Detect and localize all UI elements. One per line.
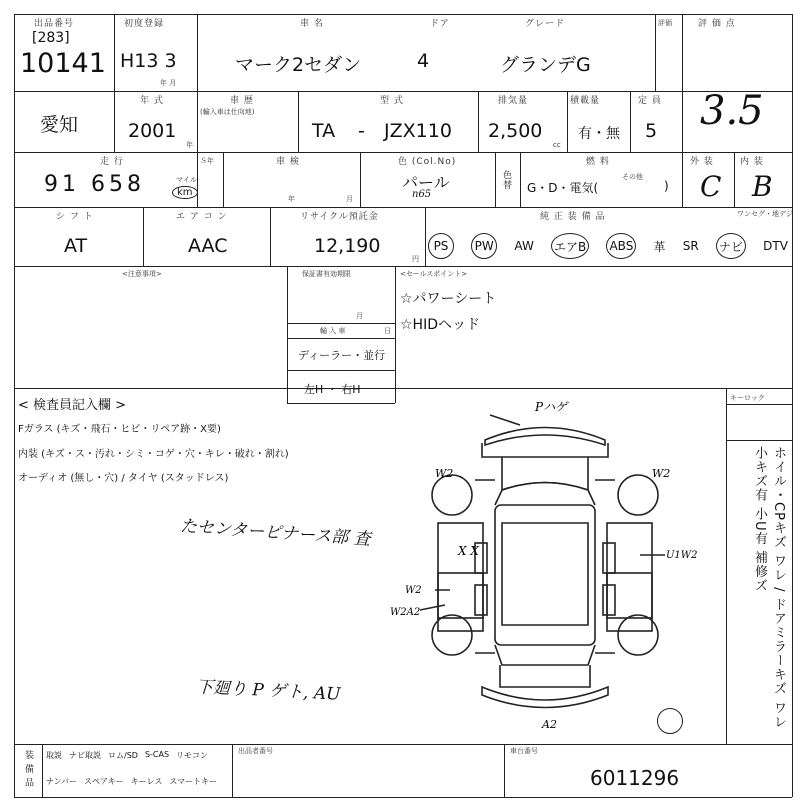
import-label: 輸 入 車 (320, 327, 346, 335)
location: 愛知 (40, 114, 79, 136)
rule (14, 388, 792, 389)
rule (42, 744, 43, 797)
rule (14, 207, 792, 208)
handwritten-note-2: 下廻り P ゲト, AU (195, 677, 341, 705)
rule (14, 152, 792, 153)
rule (223, 152, 224, 207)
recycle-label: リサイクル預託金 (300, 212, 379, 222)
rule (14, 744, 792, 745)
exterior-grade: C (700, 170, 722, 203)
interior-note: 内装 (キズ・ス・汚れ・シミ・コゲ・穴・キレ・破れ・割れ) (18, 449, 289, 460)
rule (143, 207, 144, 266)
inspection-month: 月 (346, 195, 353, 203)
equipment-item: エアB (551, 233, 589, 259)
footer-item: ロム/SD (108, 751, 138, 760)
rule (682, 91, 683, 152)
rule (792, 14, 793, 797)
mark-left-upper: W2 (435, 467, 454, 480)
shift-label: シ フ ト (56, 212, 94, 222)
rule (287, 266, 288, 403)
grade-label: グレード (525, 19, 566, 29)
rule (726, 404, 792, 405)
warranty-month: 月 (356, 312, 363, 320)
oneseg-label: ワンセグ・地デジ (737, 210, 793, 218)
footer-items-row-1 (46, 750, 208, 761)
left-rear-door (438, 573, 483, 631)
interior-label: 内 装 (740, 157, 764, 167)
cc-label: 排気量 (498, 96, 529, 106)
equipment-item: PS (428, 233, 454, 259)
rule (520, 152, 521, 207)
color-number: n65 (412, 189, 432, 200)
score-label: 評 価 点 (698, 19, 736, 29)
color: パール (402, 173, 450, 192)
right-front-door (607, 523, 652, 618)
shift: AT (64, 235, 88, 257)
year-label: 年 式 (140, 96, 164, 106)
mileage-label: 走 行 (100, 157, 124, 167)
left-rear-handle (475, 585, 487, 615)
footer-item: キーレス (130, 777, 163, 786)
eval-label: 評価 (658, 19, 672, 27)
rule (287, 338, 395, 339)
rule (682, 152, 683, 207)
caution-label: <注意事項> (122, 270, 162, 278)
air-conditioning: AAC (188, 235, 228, 257)
inspection-year: 年 (288, 195, 295, 203)
right-rear-door (607, 573, 652, 631)
rule (14, 266, 792, 267)
rule (270, 207, 271, 266)
roof-outline (502, 523, 588, 625)
fender-lines (475, 480, 615, 653)
rule (726, 440, 792, 441)
score-value: 3.5 (700, 88, 764, 134)
door-label: ドア (430, 19, 450, 29)
rear-window-outline (495, 645, 595, 665)
inspector-title: < 検査員記入欄 > (18, 398, 127, 413)
rule (232, 744, 233, 797)
import-type: ディーラー・並行 (298, 349, 386, 362)
rule (504, 744, 505, 797)
rule (734, 152, 735, 207)
front-bumper-outline (485, 428, 605, 446)
mark-top: Pハゲ (535, 400, 568, 414)
mark-bottom: A2 (542, 718, 557, 731)
mile-unit: マイル (176, 176, 197, 184)
warranty-day: 日 (384, 327, 391, 335)
footer-item: 取説 (46, 751, 62, 760)
chassis-number: 6011296 (590, 766, 680, 790)
payload: 有・無 (578, 126, 620, 142)
rule (478, 91, 479, 152)
equipment-item: 革 (653, 239, 666, 254)
year-unit: 年 (186, 141, 193, 149)
glass-note: Fガラス (キズ・飛石・ヒビ・リペア跡・X要) (18, 424, 221, 435)
footer-item: スペアキー (84, 777, 124, 786)
rule (287, 403, 395, 404)
car-damage-diagram (390, 395, 700, 740)
interior-grade: B (752, 170, 773, 203)
color-change-label: 色替 (501, 170, 511, 190)
mark-right-door: U1W2 (666, 550, 698, 561)
rule (655, 14, 656, 91)
mileage: 91 658 (44, 172, 145, 197)
first-reg-unit: 年 月 (160, 79, 177, 87)
exterior-label: 外 装 (690, 157, 714, 167)
rule (425, 207, 426, 266)
footer-item: リモコン (176, 751, 209, 760)
car-name-label: 車 名 (300, 19, 324, 29)
payload-label: 積載量 (570, 96, 601, 106)
cabin-outline (495, 505, 595, 645)
rule (114, 14, 115, 91)
rule (14, 14, 792, 15)
equipment-item: ナビ (716, 233, 746, 259)
rule (114, 91, 115, 152)
equipment-item: PW (471, 233, 497, 259)
trunk-outline (500, 665, 590, 687)
footer-item: ナンバー (46, 777, 78, 786)
equipment-list (428, 232, 792, 260)
cc-unit: cc (553, 141, 561, 149)
footer-item: S-CAS (144, 750, 170, 759)
handwritten-note-1: たセンターピナース部 査 (179, 516, 372, 550)
rule (14, 14, 15, 797)
mark-left-lower-2: W2A2 (390, 607, 421, 618)
left-front-wheel (432, 475, 472, 515)
fuel-label: 燃 料 (586, 157, 610, 167)
audio-tire-note: オーディオ (無し・穴) / タイヤ (スタッドレス) (18, 473, 229, 484)
rule (395, 266, 396, 403)
sales-label: <セールスポイント> (400, 270, 468, 278)
rule (14, 797, 792, 798)
lot-box: [283] (32, 30, 70, 46)
lot-label: 出品番号 (34, 19, 75, 29)
right-front-wheel (618, 475, 658, 515)
rule (682, 14, 683, 91)
footer-items-row-2 (46, 776, 217, 787)
rule (567, 91, 568, 152)
door-count: 4 (417, 50, 430, 72)
equip-label: 純 正 装 備 品 (540, 212, 606, 222)
hood-edge (482, 443, 608, 457)
footer-item: スマートキー (169, 777, 218, 786)
model-code: JZX110 (384, 120, 452, 142)
right-rear-handle (603, 585, 615, 615)
fuel-other: その他 (622, 173, 643, 181)
rule (495, 152, 496, 207)
left-front-door (438, 523, 483, 618)
rule (197, 91, 198, 152)
hood-outline (502, 457, 588, 490)
footer-item: ナビ取説 (69, 751, 101, 760)
model-dash: - (358, 120, 365, 142)
mark-right-upper: W2 (652, 467, 671, 480)
first-reg-value: H13 3 (120, 50, 177, 72)
recycle-unit: 円 (412, 255, 419, 263)
lot-number: 10141 (20, 48, 106, 79)
rule (197, 152, 198, 207)
seats-label: 定 員 (638, 96, 662, 106)
equipment-item: AW (514, 239, 534, 253)
grade: グランデG (500, 54, 591, 76)
recycle-fee: 12,190 (314, 235, 381, 257)
sales-point-1: ☆パワーシート (400, 291, 497, 307)
first-reg-label: 初度登録 (124, 19, 165, 29)
right-front-mirror (603, 543, 615, 573)
windshield-outline (495, 483, 595, 506)
rule (360, 152, 361, 207)
rule (726, 388, 727, 744)
rule (14, 91, 792, 92)
side-legend: ホイル・CPキズ ワレ / ドアミラーキズ ワレ 小キズ有 小U有 補修ズ (752, 446, 786, 729)
chassis-label: 車台番号 (510, 747, 538, 755)
mark-left-door: X X (458, 544, 479, 558)
rule (287, 323, 395, 324)
left-rear-wheel (432, 615, 472, 655)
warranty-label: 保証書有効期限 (302, 270, 351, 278)
footer-equip-label: 装 備 品 (23, 750, 33, 788)
model-label: 型 式 (380, 96, 404, 106)
equipment-item: DTV (763, 239, 788, 253)
equipment-item: SR (682, 239, 699, 253)
mark-left-lower: W2 (405, 585, 422, 596)
rear-bumper-outline (482, 687, 608, 708)
history-label: 車 歴 (230, 96, 254, 106)
equipment-item: ABS (606, 233, 636, 259)
history-sub: (輸入車は仕向地) (200, 108, 255, 116)
fuel-types: G・D・電気( (527, 181, 599, 195)
car-name: マーク2セダン (235, 54, 362, 76)
model-prefix: TA (312, 120, 336, 142)
meter-label: Ｓ年 (200, 157, 214, 165)
keylock-label: キーロック (730, 394, 765, 402)
fuel-close: ) (664, 179, 669, 193)
km-unit: km (172, 186, 198, 199)
rule (298, 91, 299, 152)
sales-point-2: ☆HIDヘッド (400, 317, 480, 333)
rule (287, 370, 395, 371)
displacement: 2,500 (488, 120, 543, 142)
handle-side: 左H ・ 右H (304, 383, 361, 396)
right-rear-wheel (618, 615, 658, 655)
color-label: 色 (Col.No) (398, 157, 457, 167)
rule (630, 91, 631, 152)
inspection-label: 車 検 (276, 157, 300, 167)
rule (197, 14, 198, 91)
ac-label: エ ア コ ン (176, 212, 228, 222)
seats: 5 (645, 120, 658, 142)
exhibitor-label: 出品者番号 (238, 747, 273, 755)
model-year: 2001 (128, 120, 177, 142)
